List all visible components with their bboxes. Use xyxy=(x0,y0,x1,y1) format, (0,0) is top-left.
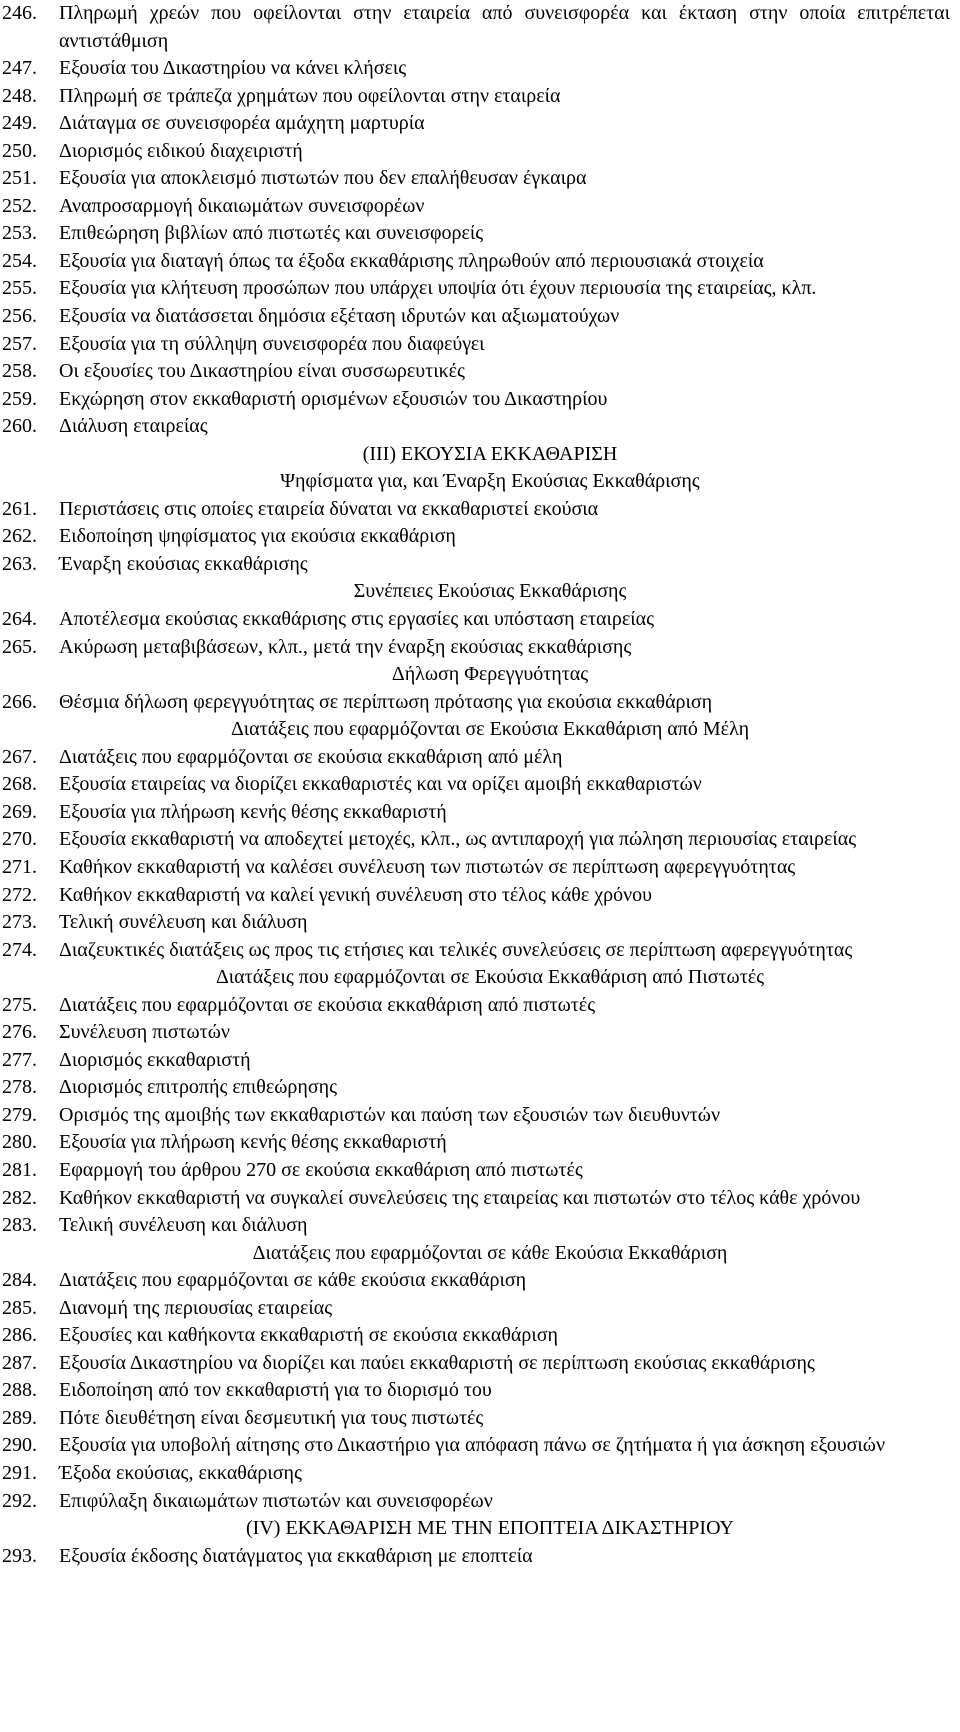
toc-entry xyxy=(0,1129,950,1157)
toc-entry xyxy=(0,1295,950,1323)
toc-entry xyxy=(0,1212,950,1240)
entry-number: 293. xyxy=(2,1544,37,1567)
entry-title: Διατάξεις που εφαρμόζονται σε κάθε εκούσια εκκαθάριση xyxy=(59,1269,527,1292)
entry-number: 269. xyxy=(2,800,37,823)
entry-number: 247. xyxy=(2,57,37,80)
entry-number: 265. xyxy=(2,635,37,658)
toc-entry xyxy=(0,1405,950,1433)
entry-number: 270. xyxy=(2,828,37,851)
toc-entry xyxy=(0,413,950,441)
entry-number: 248. xyxy=(2,84,37,107)
entry-number: 292. xyxy=(2,1489,37,1512)
entry-title: Οι εξουσίες του Δικαστηρίου είναι συσσωρευτικές xyxy=(59,360,465,383)
entry-number: 291. xyxy=(2,1461,37,1484)
entry-number: 283. xyxy=(2,1214,37,1237)
toc-entry xyxy=(0,1488,950,1516)
toc-entry xyxy=(0,83,950,111)
entry-number: 278. xyxy=(2,1076,37,1099)
entry-number: 276. xyxy=(2,1021,37,1044)
toc-entry xyxy=(0,882,950,910)
toc-entry xyxy=(0,496,950,524)
entry-number: 262. xyxy=(2,525,37,548)
toc-entry xyxy=(0,634,950,662)
entry-title: Εφαρμογή του άρθρου 270 σε εκούσια εκκαθάριση από πιστωτές xyxy=(59,1158,583,1181)
entry-number: 267. xyxy=(2,745,37,768)
entry-number: 257. xyxy=(2,332,37,355)
toc-entry xyxy=(0,193,950,221)
section-heading: (IV) ΕΚΚΑΘΑΡΙΣΗ ΜΕ ΤΗΝ ΕΠΟΠΤΕΙΑ ΔΙΚΑΣΤΗΡΙΟΥ xyxy=(246,1517,734,1540)
toc-entry xyxy=(0,1157,950,1185)
entry-number: 290. xyxy=(2,1434,37,1457)
entry-number: 255. xyxy=(2,277,37,300)
entry-number: 259. xyxy=(2,387,37,410)
entry-title: Επιθεώρηση βιβλίων από πιστωτές και συνεισφορείς xyxy=(59,222,484,245)
entry-number: 282. xyxy=(2,1186,37,1209)
entry-number: 288. xyxy=(2,1379,37,1402)
entry-title: Εξουσία για αποκλεισμό πιστωτών που δεν επαλήθευσαν έγκαιρα xyxy=(59,167,587,190)
entry-title: Εκχώρηση στον εκκαθαριστή ορισμένων εξουσιών του Δικαστηρίου xyxy=(59,387,608,410)
entry-title: Διαζευκτικές διατάξεις ως προς τις ετήσιες και τελικές συνελεύσεις σε περίπτωση αφερεγγυότητας xyxy=(59,938,853,961)
entry-title: Ειδοποίηση ψηφίσματος για εκούσια εκκαθάριση xyxy=(59,525,456,548)
entry-number: 271. xyxy=(2,855,37,878)
entry-title: Εξουσία για υποβολή αίτησης στο Δικαστήριο για απόφαση πάνω σε ζητήματα ή για άσκηση εξουσιών xyxy=(59,1434,885,1457)
entry-number: 272. xyxy=(2,883,37,906)
entry-number: 284. xyxy=(2,1269,37,1292)
entry-title: Τελική συνέλευση και διάλυση xyxy=(59,1214,308,1237)
entry-number: 252. xyxy=(2,194,37,217)
toc-entry xyxy=(0,937,950,965)
toc-entry xyxy=(0,248,950,276)
entry-number: 260. xyxy=(2,415,37,438)
toc-entry xyxy=(0,1019,950,1047)
entry-title: Τελική συνέλευση και διάλυση xyxy=(59,911,308,934)
entry-number: 285. xyxy=(2,1296,37,1319)
toc-entry xyxy=(0,1377,950,1405)
entry-title: Εξουσία εκκαθαριστή να αποδεχτεί μετοχές, κλπ., ως αντιπαροχή για πώληση περιουσίας εταιρείας xyxy=(59,828,857,851)
toc-entry xyxy=(0,744,950,772)
entry-title: Αναπροσαρμογή δικαιωμάτων συνεισφορέων xyxy=(59,194,425,217)
entry-title: Εξουσία για διαταγή όπως τα έξοδα εκκαθάρισης πληρωθούν από περιουσιακά στοιχεία xyxy=(59,249,764,272)
entry-title: Εξουσία για πλήρωση κενής θέσης εκκαθαριστή xyxy=(59,1131,447,1154)
entry-title: Πότε διευθέτηση είναι δεσμευτική για τους πιστωτές xyxy=(59,1406,484,1429)
entry-number: 275. xyxy=(2,993,37,1016)
toc-entry xyxy=(0,1267,950,1295)
toc-entry xyxy=(0,1460,950,1488)
entry-title: Συνέλευση πιστωτών xyxy=(59,1021,230,1044)
section-heading: Δήλωση Φερεγγυότητας xyxy=(391,663,589,686)
entry-number: 256. xyxy=(2,305,37,328)
toc-entry xyxy=(0,358,950,386)
toc-entry xyxy=(0,55,950,83)
toc-entry xyxy=(0,854,950,882)
section-heading: Συνέπειες Εκούσιας Εκκαθάρισης xyxy=(353,580,627,603)
entry-number: 261. xyxy=(2,497,37,520)
entry-number: 246. xyxy=(2,2,37,24)
entry-title: Αποτέλεσμα εκούσιας εκκαθάρισης στις εργασίες και υπόσταση εταιρείας xyxy=(59,608,655,631)
toc-entry xyxy=(0,1432,950,1460)
entry-number: 279. xyxy=(2,1103,37,1126)
entry-title: Πληρωμή σε τράπεζα χρημάτων που οφείλονται στην εταιρεία xyxy=(59,84,561,107)
entry-title: Διορισμός ειδικού διαχειριστή xyxy=(59,139,303,162)
entry-number: 268. xyxy=(2,773,37,796)
toc-entry xyxy=(0,1322,950,1350)
entry-title: Εξουσία εταιρείας να διορίζει εκκαθαριστές και να ορίζει αμοιβή εκκαθαριστών xyxy=(59,773,702,796)
entry-title: Ακύρωση μεταβιβάσεων, κλπ., μετά την έναρξη εκούσιας εκκαθάρισης xyxy=(59,635,632,658)
toc-entry xyxy=(0,799,950,827)
section-heading: Ψηφίσματα για, και Έναρξη Εκούσιας Εκκαθάρισης xyxy=(280,470,700,493)
toc-entry xyxy=(0,275,950,303)
toc-entry xyxy=(0,1543,950,1571)
entry-number: 286. xyxy=(2,1324,37,1347)
entry-number: 277. xyxy=(2,1048,37,1071)
toc-entry xyxy=(0,0,950,55)
toc-entry xyxy=(0,165,950,193)
entry-number: 264. xyxy=(2,608,37,631)
entry-title: Ορισμός της αμοιβής των εκκαθαριστών και παύση των εξουσιών των διευθυντών xyxy=(59,1103,721,1126)
section-heading: Διατάξεις που εφαρμόζονται σε κάθε Εκούσια Εκκαθάριση xyxy=(252,1241,728,1264)
toc-entry xyxy=(0,551,950,579)
toc-entry xyxy=(0,110,950,138)
entry-title: Διορισμός επιτροπής επιθεώρησης xyxy=(59,1076,338,1099)
entry-title: Καθήκον εκκαθαριστή να συγκαλεί συνελεύσεις της εταιρείας και πιστωτών στο τέλος κάθε χρόνου xyxy=(59,1186,861,1209)
toc-entry xyxy=(0,331,950,359)
toc-entry xyxy=(0,1350,950,1378)
section-heading: Διατάξεις που εφαρμόζονται σε Εκούσια Εκκαθάριση από Πιστωτές xyxy=(215,966,765,989)
toc-entry xyxy=(0,1185,950,1213)
entry-title: Εξουσία να διατάσσεται δημόσια εξέταση ιδρυτών και αξιωματούχων xyxy=(59,305,620,328)
entry-number: 254. xyxy=(2,249,37,272)
entry-title: Έναρξη εκούσιας εκκαθάρισης xyxy=(59,552,308,575)
entry-title: Διάλυση εταιρείας xyxy=(59,415,208,438)
entry-number: 287. xyxy=(2,1351,37,1374)
entry-number: 273. xyxy=(2,911,37,934)
toc-entry xyxy=(0,1047,950,1075)
section-heading: Διατάξεις που εφαρμόζονται σε Εκούσια Εκκαθάριση από Μέλη xyxy=(230,718,750,741)
entry-title: Εξουσία του Δικαστηρίου να κάνει κλήσεις xyxy=(59,57,407,80)
entry-number: 258. xyxy=(2,360,37,383)
entry-title: Διάταγμα σε συνεισφορέα αμάχητη μαρτυρία xyxy=(59,112,425,135)
toc-entry xyxy=(0,386,950,414)
toc-entry xyxy=(0,606,950,634)
toc-entry xyxy=(0,771,950,799)
toc-entry xyxy=(0,220,950,248)
toc-entry xyxy=(0,992,950,1020)
entry-title: Έξοδα εκούσιας, εκκαθάρισης xyxy=(59,1461,302,1484)
toc-entry xyxy=(0,138,950,166)
entry-title: Διορισμός εκκαθαριστή xyxy=(59,1048,251,1071)
toc-entry xyxy=(0,303,950,331)
entry-title: Επιφύλαξη δικαιωμάτων πιστωτών και συνεισφορέων xyxy=(59,1489,493,1512)
entry-title: Καθήκον εκκαθαριστή να καλέσει συνέλευση των πιστωτών σε περίπτωση αφερεγγυότητας xyxy=(59,855,796,878)
toc-entry xyxy=(0,1102,950,1130)
toc-entry xyxy=(0,523,950,551)
entry-title: Διανομή της περιουσίας εταιρείας xyxy=(59,1296,333,1319)
entry-title: Εξουσία για πλήρωση κενής θέσης εκκαθαριστή xyxy=(59,800,447,823)
entry-title: Καθήκον εκκαθαριστή να καλεί γενική συνέλευση στο τέλος κάθε χρόνου xyxy=(59,883,653,906)
entry-number: 289. xyxy=(2,1406,37,1429)
toc-entry xyxy=(0,909,950,937)
toc-entry xyxy=(0,826,950,854)
entry-title: Διατάξεις που εφαρμόζονται σε εκούσια εκκαθάριση από μέλη xyxy=(59,745,563,768)
entry-title: Εξουσία για κλήτευση προσώπων που υπάρχει υποψία ότι έχουν περιουσία της εταιρείας, κλπ. xyxy=(59,277,817,300)
entry-number: 281. xyxy=(2,1158,37,1181)
entry-number: 250. xyxy=(2,139,37,162)
entry-title: Διατάξεις που εφαρμόζονται σε εκούσια εκκαθάριση από πιστωτές xyxy=(59,993,596,1016)
entry-number: 251. xyxy=(2,167,37,190)
entry-title: Εξουσία Δικαστηρίου να διορίζει και παύει εκκαθαριστή σε περίπτωση εκούσιας εκκαθάρισης xyxy=(59,1351,815,1374)
toc-entry xyxy=(0,1074,950,1102)
entry-number: 280. xyxy=(2,1131,37,1154)
entry-number: 263. xyxy=(2,552,37,575)
entry-title: Εξουσία για τη σύλληψη συνεισφορέα που διαφεύγει xyxy=(59,332,485,355)
entry-title: Θέσμια δήλωση φερεγγυότητας σε περίπτωση πρότασης για εκούσια εκκαθάριση xyxy=(59,690,713,713)
entry-number: 266. xyxy=(2,690,37,713)
entry-title: Πληρωμή χρεών που οφείλονται στην εταιρεία από συνεισφορέα και έκταση στην οποία επιτρέπεται αντιστάθμιση xyxy=(59,2,950,52)
toc-entry xyxy=(0,689,950,717)
entry-number: 274. xyxy=(2,938,37,961)
entry-number: 249. xyxy=(2,112,37,135)
entry-title: Εξουσίες και καθήκοντα εκκαθαριστή σε εκούσια εκκαθάριση xyxy=(59,1324,558,1347)
section-heading: (III) ΕΚΟΥΣΙΑ ΕΚΚΑΘΑΡΙΣΗ xyxy=(362,442,618,465)
entry-title: Εξουσία έκδοσης διατάγματος για εκκαθάριση με εποπτεία xyxy=(59,1544,533,1567)
entry-title: Περιστάσεις στις οποίες εταιρεία δύναται να εκκαθαριστεί εκούσια xyxy=(59,497,599,520)
entry-number: 253. xyxy=(2,222,37,245)
entry-title: Ειδοποίηση από τον εκκαθαριστή για το διορισμό του xyxy=(59,1379,492,1402)
